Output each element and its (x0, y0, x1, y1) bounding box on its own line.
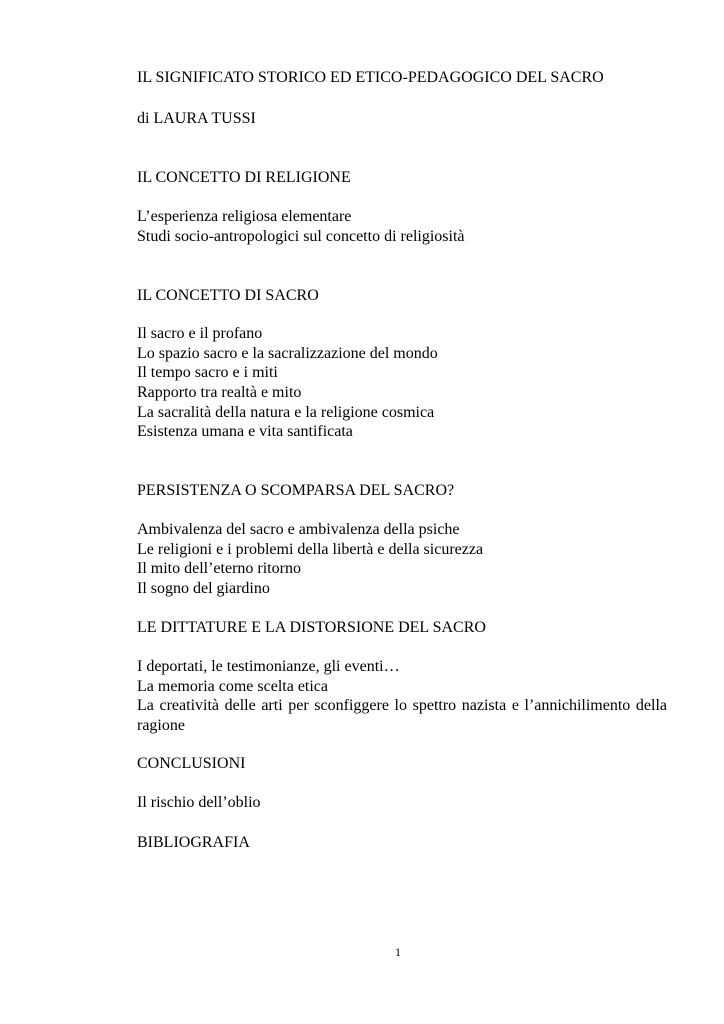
list-item: Il sogno del giardino (137, 580, 270, 597)
list-item: Lo spazio sacro e la sacralizzazione del mondo (137, 345, 438, 362)
list-item: Il sacro e il profano (137, 325, 263, 342)
author-line: di LAURA TUSSI (137, 110, 256, 127)
section-heading: BIBLIOGRAFIA (137, 834, 250, 851)
list-item: Esistenza umana e vita santificata (137, 423, 353, 440)
list-item: Il tempo sacro e i miti (137, 364, 278, 381)
section-heading: CONCLUSIONI (137, 755, 246, 772)
list-item: Studi socio-antropologici sul concetto di religiosità (137, 228, 465, 245)
list-item: La creatività delle arti per sconfiggere lo spettro nazista e l’annichilimento della ragione (137, 697, 667, 734)
section-heading: LE DITTATURE E LA DISTORSIONE DEL SACRO (137, 619, 486, 636)
list-item: La sacralità della natura e la religione cosmica (137, 404, 435, 421)
section-heading: IL CONCETTO DI SACRO (137, 287, 319, 304)
section-heading: IL CONCETTO DI RELIGIONE (137, 169, 351, 186)
section-heading: PERSISTENZA O SCOMPARSA DEL SACRO? (137, 482, 455, 499)
list-item: Le religioni e i problemi della libertà e della sicurezza (137, 541, 484, 558)
list-item: I deportati, le testimonianze, gli eventi… (137, 658, 400, 675)
page-number: 1 (395, 945, 401, 959)
list-item: L’esperienza religiosa elementare (137, 208, 352, 225)
list-item: Il mito dell’eterno ritorno (137, 560, 301, 577)
document-title: IL SIGNIFICATO STORICO ED ETICO-PEDAGOGICO DEL SACRO (137, 69, 604, 86)
list-item: La memoria come scelta etica (137, 678, 329, 695)
list-item: Ambivalenza del sacro e ambivalenza della psiche (137, 521, 460, 538)
list-item: Il rischio dell’oblio (137, 794, 261, 811)
list-item: Rapporto tra realtà e mito (137, 384, 302, 401)
